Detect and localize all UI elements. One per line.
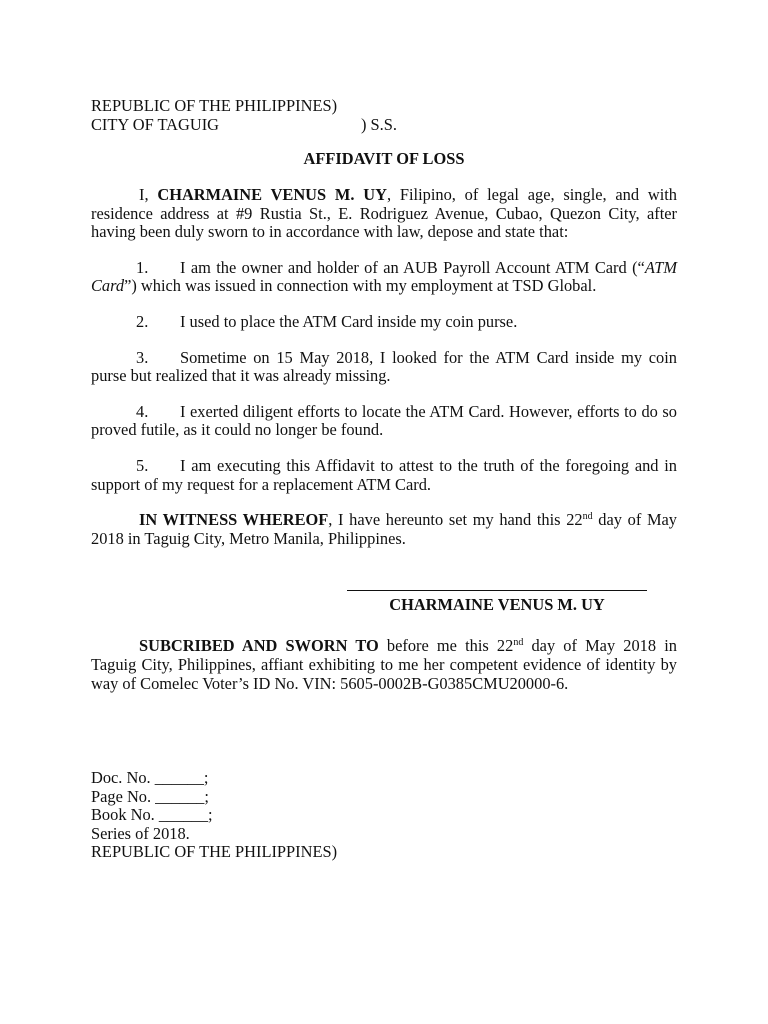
affiant-name: CHARMAINE VENUS M. UY <box>157 185 387 204</box>
item-number: 3. <box>136 347 149 367</box>
jurat-paragraph <box>91 637 677 693</box>
item-text: I used to place the ATM Card inside my coin purse. <box>180 311 518 331</box>
intro-text: , Filipino, of legal age, single, and with residence address at #9 Rustia St., E. Rodriguez Avenue, Cubao, Quezon City, after having been duly sworn to in accordance with law, depose and state that: <box>91 185 678 242</box>
notarial-register <box>91 769 677 862</box>
jurat-text-continued: day of May 2018 in Taguig City, Philippines, affiant exhibiting to me her competent evidence of identity by way of Comelec Voter’s ID No. VIN: 5605-0002B-G0385CMU20000-6. <box>91 636 677 693</box>
doc-number: Doc. No. ______; <box>91 768 209 788</box>
footer-republic: REPUBLIC OF THE PHILIPPINES) <box>91 842 338 862</box>
item-3 <box>91 349 677 386</box>
signature-line <box>347 590 647 591</box>
document-title: AFFIDAVIT OF LOSS <box>303 149 465 168</box>
caption-republic-text: REPUBLIC OF THE PHILIPPINES) <box>91 96 338 115</box>
book-number: Book No. ______; <box>91 805 213 825</box>
signature-name: CHARMAINE VENUS M. UY <box>389 595 605 615</box>
item-2 <box>91 313 677 332</box>
page-number: Page No. ______; <box>91 786 209 806</box>
affidavit-document <box>91 97 677 862</box>
caption-city <box>91 116 677 135</box>
witness-text: , I have hereunto set my hand this 22 <box>328 510 583 530</box>
jurat-text: before me this 22 <box>378 636 514 656</box>
witness-paragraph <box>91 511 677 548</box>
item-text: I am executing this Affidavit to attest to the truth of the foregoing and in support of my request for a replacement ATM Card. <box>91 455 677 494</box>
intro-prefix: I, <box>139 185 158 204</box>
caption-city-text: CITY OF TAGUIG <box>91 115 219 134</box>
item-number: 2. <box>136 311 149 331</box>
caption-ss: ) S.S. <box>361 115 397 134</box>
series-year: Series of 2018. <box>91 823 190 843</box>
item-text: I am the owner and holder of an AUB Payroll Account ATM Card (“ <box>180 257 645 277</box>
intro-paragraph <box>91 186 677 242</box>
item-text: Sometime on 15 May 2018, I looked for the ATM Card inside my coin purse but realized that it was already missing. <box>91 347 677 386</box>
witness-text-continued: day of May 2018 in Taguig City, Metro Manila, Philippines. <box>91 510 677 548</box>
item-number: 1. <box>136 257 149 277</box>
item-1 <box>91 259 677 296</box>
jurat-ordinal: nd <box>513 637 524 649</box>
jurat-lead: SUBCRIBED AND SWORN TO <box>139 636 379 656</box>
witness-lead: IN WITNESS WHEREOF <box>139 510 329 530</box>
item-text: I exerted diligent efforts to locate the ATM Card. However, efforts to do so proved futile, as it could no longer be found. <box>91 401 677 440</box>
item-number: 5. <box>136 455 149 475</box>
item-5 <box>91 457 677 494</box>
item-number: 4. <box>136 401 149 421</box>
item-text-continued: ”) which was issued in connection with my employment at TSD Global. <box>124 276 597 296</box>
signature-block <box>91 590 677 630</box>
caption-republic <box>91 97 677 116</box>
item-4 <box>91 403 677 440</box>
witness-ordinal: nd <box>582 511 593 523</box>
item-italic-term: ATM Card <box>91 257 677 296</box>
